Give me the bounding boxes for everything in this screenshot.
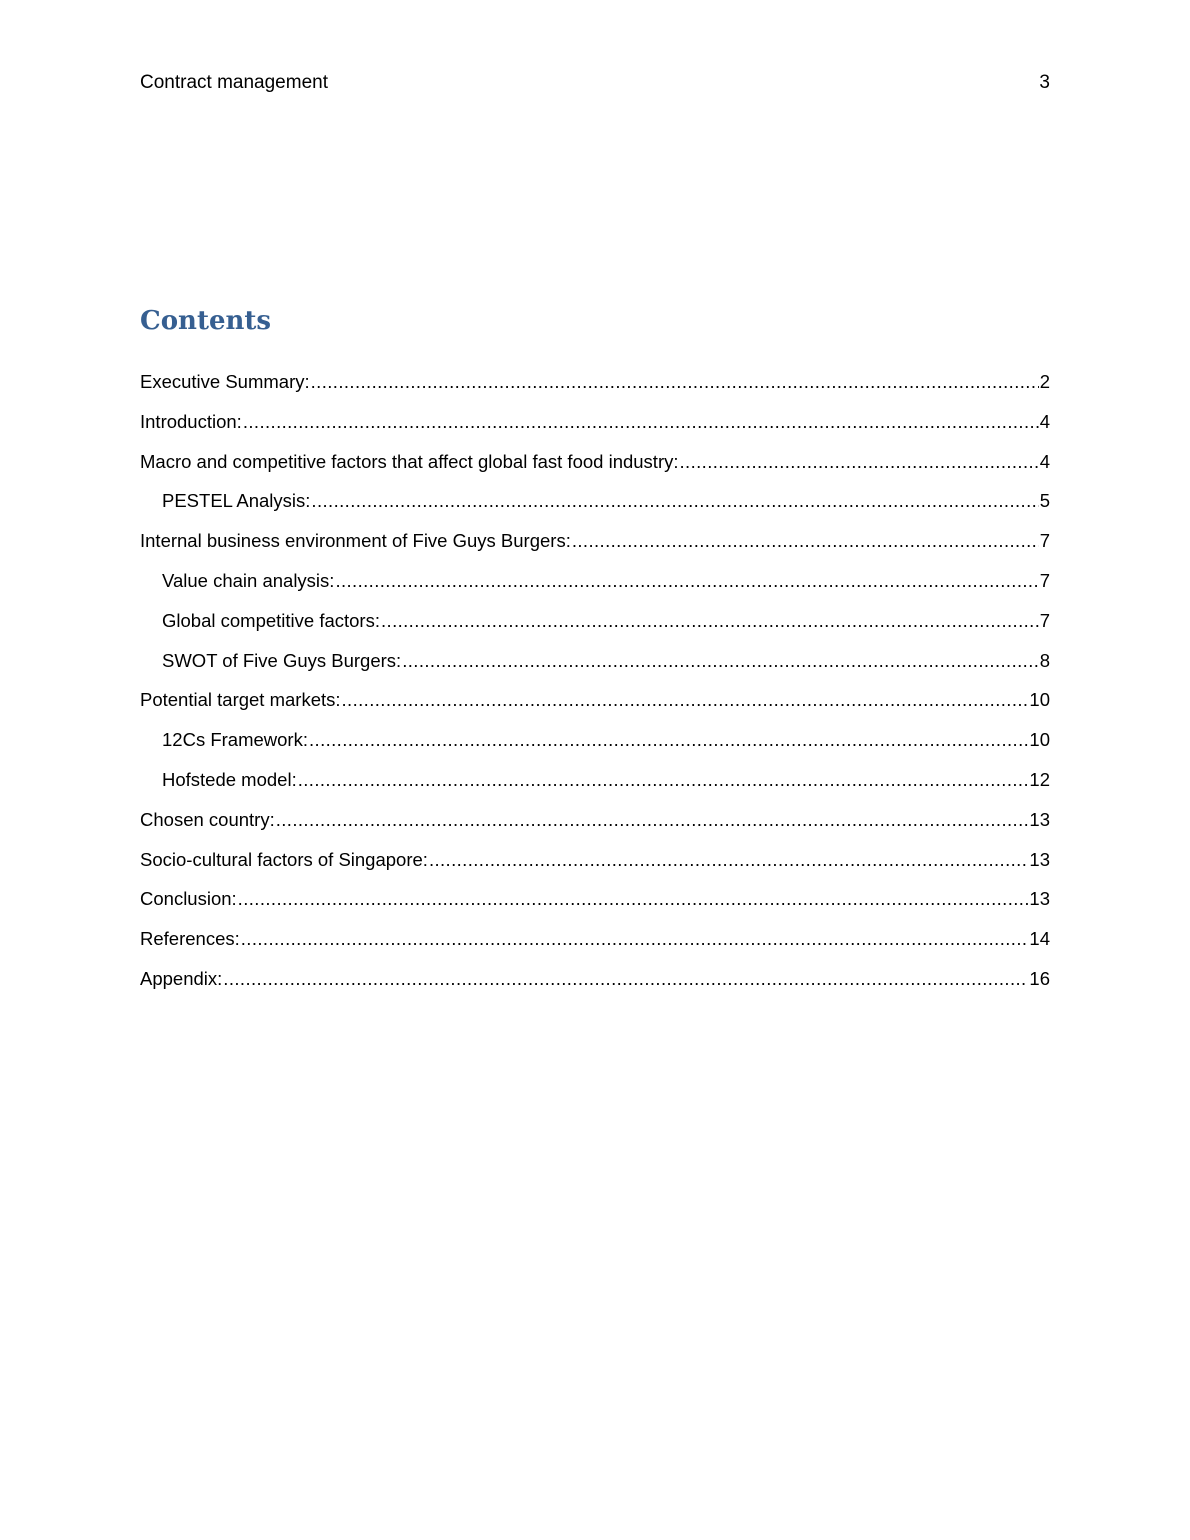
toc-entry-page-number[interactable]: 5 [1039,490,1050,512]
toc-entry-page-number[interactable]: 13 [1029,848,1050,870]
toc-entry-page-number[interactable]: 13 [1029,808,1050,830]
toc-entry[interactable] [140,408,1050,448]
toc-entry-label[interactable]: Value chain analysis: [162,569,335,591]
toc-dot-leader [243,408,1039,436]
toc-entry-label[interactable]: Internal business environment of Five Guys Burgers: [140,530,571,552]
toc-dot-leader [276,806,1029,834]
toc-dot-leader [241,925,1029,953]
toc-entry[interactable] [140,726,1050,766]
toc-dot-leader [309,726,1028,754]
toc-entry[interactable] [140,448,1050,488]
toc-entry-label[interactable]: Socio-cultural factors of Singapore: [140,848,428,870]
toc-entry-label[interactable]: Appendix: [140,967,223,989]
toc-heading: Contents [140,306,272,336]
toc-entry[interactable] [140,567,1050,607]
toc-entry-label[interactable]: Potential target markets: [140,689,341,711]
toc-entry-label[interactable]: 12Cs Framework: [162,729,308,751]
toc-entry-label[interactable]: Chosen country: [140,808,275,830]
toc-entry-page-number[interactable]: 14 [1029,928,1050,950]
toc-entry-page-number[interactable]: 2 [1039,371,1050,392]
toc-entry-page-number[interactable]: 7 [1039,530,1050,552]
toc-entry-label[interactable]: References: [140,928,240,950]
toc-entry[interactable] [140,925,1050,965]
toc-entry-label[interactable]: Global competitive factors: [162,609,380,631]
toc-dot-leader [429,846,1028,874]
toc-dot-leader [298,766,1029,794]
toc-entry-page-number[interactable]: 12 [1029,768,1050,790]
toc-dot-leader [335,567,1038,595]
toc-entry-page-number[interactable]: 7 [1039,609,1050,631]
toc-entry-page-number[interactable]: 16 [1029,967,1050,989]
toc-entry-label[interactable]: Executive Summary: [140,371,310,392]
toc-entry[interactable] [140,527,1050,567]
header-page-number: 3 [1039,72,1050,93]
toc-entry-label[interactable]: SWOT of Five Guys Burgers: [162,649,402,671]
toc-dot-leader [342,686,1029,714]
toc-entry-page-number[interactable]: 13 [1029,888,1050,910]
toc-entry[interactable] [140,686,1050,726]
toc-entry-page-number[interactable]: 7 [1039,569,1050,591]
toc-entry[interactable] [140,806,1050,846]
toc-entry-label[interactable]: Introduction: [140,410,242,432]
toc-entry-page-number[interactable]: 10 [1029,729,1050,751]
toc-dot-leader [402,647,1039,675]
table-of-contents [140,368,1050,1005]
toc-dot-leader [381,607,1039,635]
toc-dot-leader [223,965,1028,993]
toc-entry[interactable] [140,846,1050,886]
toc-dot-leader [311,487,1038,515]
toc-entry[interactable] [140,885,1050,925]
toc-dot-leader [680,448,1039,476]
header-title: Contract management [140,72,328,93]
toc-entry-label[interactable]: Conclusion: [140,888,237,910]
toc-entry-page-number[interactable]: 8 [1039,649,1050,671]
toc-entry[interactable] [140,647,1050,687]
toc-entry-label[interactable]: Hofstede model: [162,768,297,790]
toc-entry-page-number[interactable]: 10 [1029,689,1050,711]
toc-entry-page-number[interactable]: 4 [1039,450,1050,472]
toc-entry[interactable] [140,965,1050,1005]
toc-entry[interactable] [140,766,1050,806]
toc-entry-label[interactable]: PESTEL Analysis: [162,490,311,512]
toc-entry[interactable] [140,368,1050,408]
toc-dot-leader [572,527,1039,555]
toc-entry-page-number[interactable]: 4 [1039,410,1050,432]
toc-dot-leader [311,368,1039,396]
toc-dot-leader [238,885,1029,913]
toc-entry[interactable] [140,487,1050,527]
page-header [140,70,1050,96]
toc-entry[interactable] [140,607,1050,647]
toc-entry-label[interactable]: Macro and competitive factors that affect global fast food industry: [140,450,679,472]
